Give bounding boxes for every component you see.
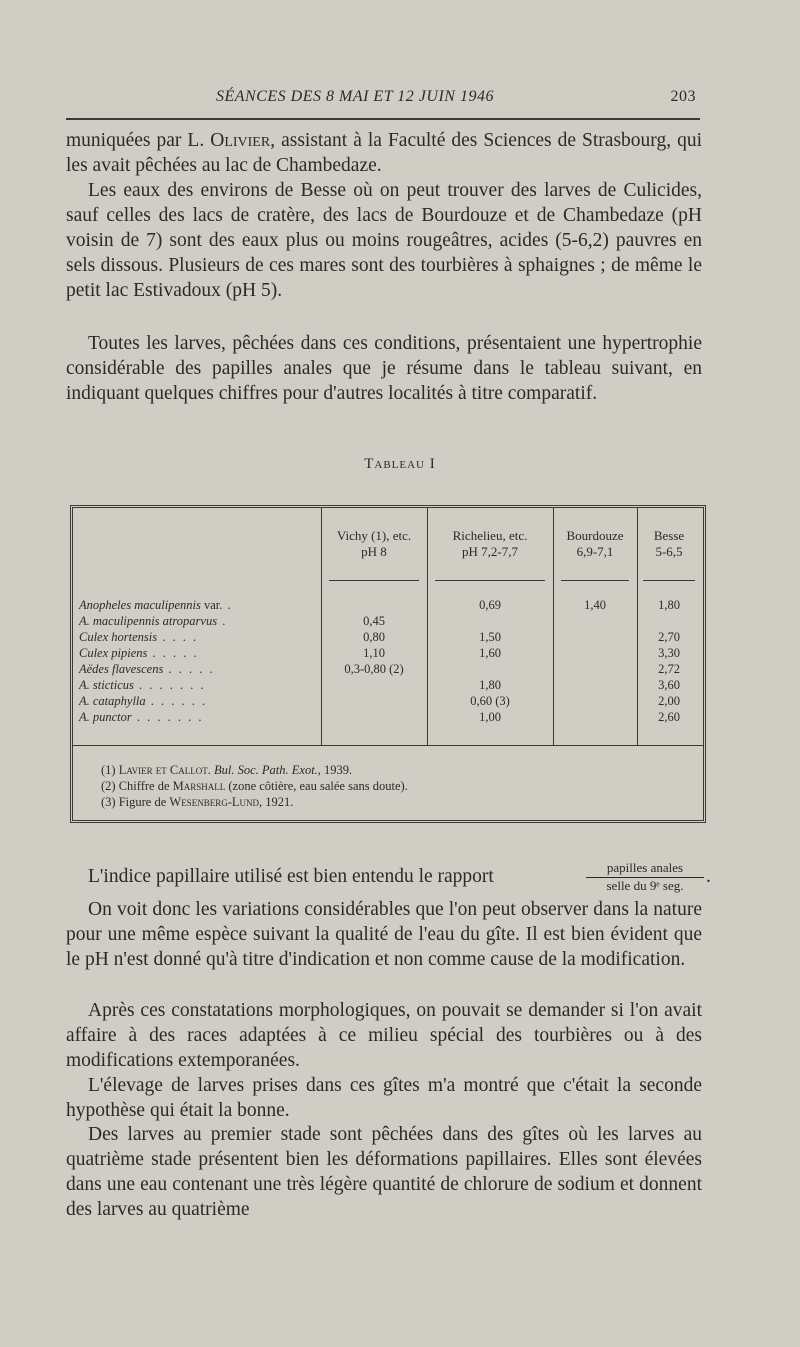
fraction-numerator: papilles anales <box>586 860 704 878</box>
table-row: Culex pipiens . . . . . 1,10 1,60 3,30 <box>79 646 680 660</box>
species-name: A. maculipennis atroparvus . <box>79 614 228 628</box>
formula-sentence: L'indice papillaire utilisé est bien entendu le rapport <box>88 866 494 887</box>
species-name: Culex hortensis . . . . <box>79 630 199 644</box>
table-row: A. sticticus . . . . . . . 1,80 3,60 <box>79 678 680 692</box>
species-name: A. punctor . . . . . . . <box>79 710 204 724</box>
header-underline <box>329 580 419 581</box>
species-name: Anopheles maculipennis var. . <box>79 598 233 612</box>
paragraph-3: Toutes les larves, pêchées dans ces conditions, présentaient une hypertrophie considérable des papilles anales que je résume dans le tableau suivant, en indiquant quelques chiffres pour d'autres localités à titre comparatif. <box>66 333 702 404</box>
table-row: Aëdes flavescens . . . . . 0,3-0,80 (2) 2,72 <box>79 662 680 676</box>
table-title: Tableau I <box>364 456 436 472</box>
page-number: 203 <box>670 88 696 105</box>
data-table <box>70 505 706 823</box>
table-row: Culex hortensis . . . . 0,80 1,50 2,70 <box>79 630 680 644</box>
paragraph-7: Des larves au premier stade sont pêchées dans des gîtes où les larves au quatrième stade présentent bien les déformations papillaires. Elles sont élevées dans une eau contenant une très légère quantité de chlorure de sodium et donnent des larves au quatrième <box>66 1124 702 1220</box>
table-footnotes <box>101 762 408 810</box>
notes-divider <box>73 745 703 746</box>
column-header-bourdouze: Bourdouze 6,9-7,1 <box>566 528 624 559</box>
table-row: A. maculipennis atroparvus . 0,45 <box>79 614 385 628</box>
table-row: Anopheles maculipennis var. . 0,69 1,40 1,80 <box>79 598 680 612</box>
header-underline <box>435 580 545 581</box>
footnote-3: (3) Figure de Wesenberg-Lund, 1921. <box>101 795 294 809</box>
species-name: A. sticticus . . . . . . . <box>79 678 206 692</box>
species-name: A. cataphylla . . . . . . <box>79 694 208 708</box>
fraction-denominator: selle du 9ᵉ seg. <box>606 878 684 893</box>
papillary-index-fraction <box>586 860 704 894</box>
running-header <box>66 88 696 112</box>
formula-period: . <box>706 866 711 887</box>
column-header-richelieu: Richelieu, etc. pH 7,2-7,7 <box>452 528 528 559</box>
species-name: Aëdes flavescens . . . . . <box>79 662 215 676</box>
author-name-olivier: Olivier <box>210 130 271 151</box>
paragraph-5: Après ces constatations morphologiques, on pouvait se demander si l'on avait affaire à des races adaptées à ce milieu spécial des tourbières ou à des modifications extemporanées. <box>66 1000 702 1071</box>
footnote-1: (1) Lavier et Callot. Bul. Soc. Path. Exot., 1939. <box>101 763 353 777</box>
paragraph-2: Les eaux des environs de Besse où on peut trouver des larves de Culicides, sauf celles des lacs de cratère, des lacs de Bourdouze et de Chambedaze (pH voisin de 7) sont des eaux plus ou moins rougeâtres, acides (5-6,2) pauvres en sels dissous. Plusieurs de ces mares sont des tourbières à sphaignes ; de même le petit lac Estivadoux (pH 5). <box>66 180 702 301</box>
column-header-besse: Besse 5-6,5 <box>653 528 685 559</box>
table-row: A. punctor . . . . . . . 1,00 2,60 <box>79 710 680 724</box>
footnote-2: (2) Chiffre de Marshall (zone côtière, eau salée sans doute). <box>101 779 408 793</box>
paragraph-4: On voit donc les variations considérables que l'on peut observer dans la nature pour une même espèce suivant la qualité de l'eau du gîte. Il est bien évident que le pH n'est donné qu'à titre d'indication et non comme cause de la modification. <box>66 899 702 970</box>
paragraph-1: muniquées par L. Olivier, assistant à la Faculté des Sciences de Strasbourg, qui les avait pêchées au lac de Chambedaze. <box>66 130 702 176</box>
column-header-vichy: Vichy (1), etc. pH 8 <box>336 528 412 559</box>
paragraph-6: L'élevage de larves prises dans ces gîtes m'a montré que c'était la seconde hypothèse qui était la bonne. <box>66 1075 702 1121</box>
table-row: A. cataphylla . . . . . . 0,60 (3) 2,00 <box>79 694 680 708</box>
header-underline <box>561 580 629 581</box>
header-underline <box>643 580 695 581</box>
header-title: SÉANCES DES 8 MAI ET 12 JUIN 1946 <box>216 88 494 105</box>
header-rule <box>66 118 700 120</box>
species-name: Culex pipiens . . . . . <box>79 646 199 660</box>
